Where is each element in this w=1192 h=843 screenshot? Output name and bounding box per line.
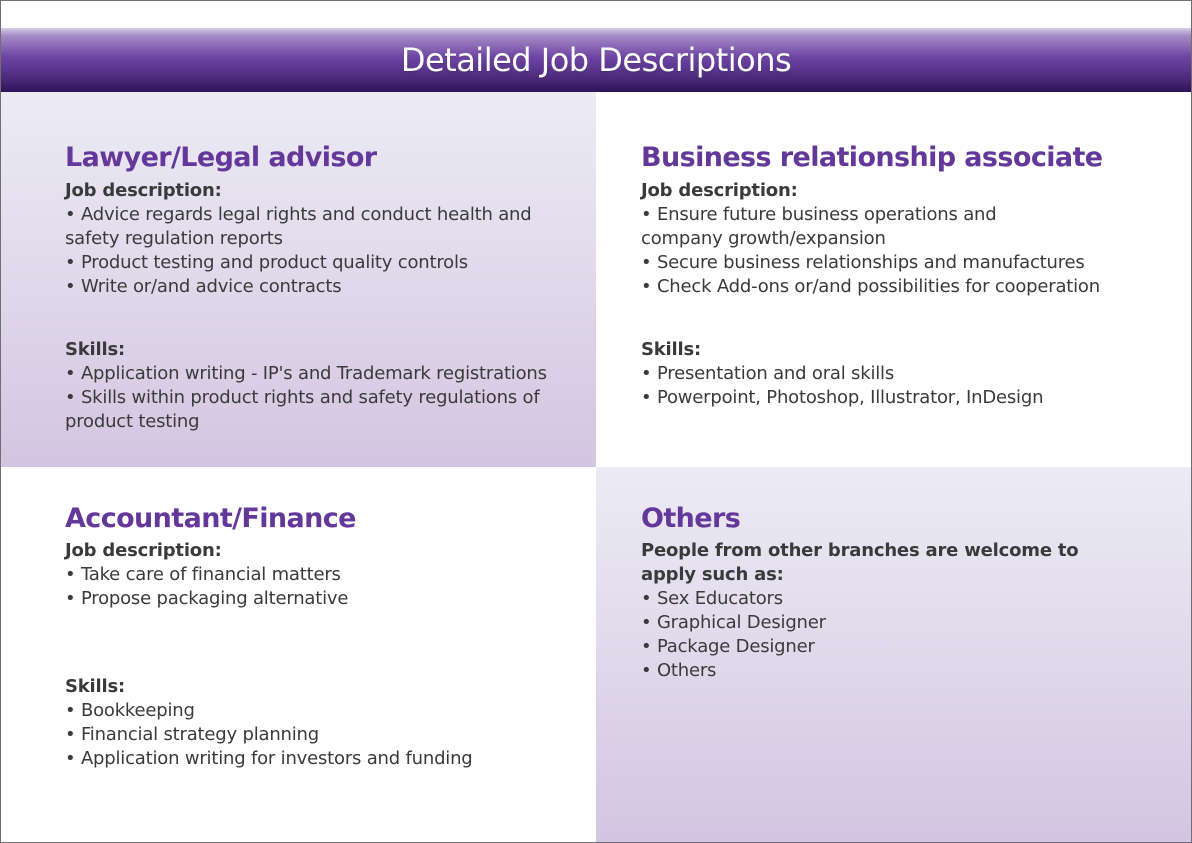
skills-label: Skills:	[65, 339, 125, 360]
list-item: • Ensure future business operations and	[641, 204, 997, 225]
section-accountant	[1, 467, 596, 842]
others-block	[641, 539, 1171, 683]
skills-block	[65, 675, 565, 771]
list-item: • Presentation and oral skills	[641, 363, 895, 384]
list-item: • Advice regards legal rights and conduct health and safety regulation reports	[65, 204, 532, 249]
section-others	[596, 467, 1191, 842]
others-intro-line: People from other branches are welcome to	[641, 540, 1079, 561]
job-description-block	[641, 179, 1171, 299]
others-intro-line: apply such as:	[641, 564, 784, 585]
list-item: • Application writing for investors and funding	[65, 748, 473, 769]
section-title: Lawyer/Legal advisor	[65, 142, 377, 173]
page-header	[1, 28, 1191, 92]
job-description-label: Job description:	[65, 540, 222, 561]
skills-block	[65, 338, 565, 434]
job-description-block	[65, 179, 565, 299]
section-title: Business relationship associate	[641, 142, 1103, 173]
section-business	[596, 92, 1191, 467]
list-item: • Application writing - IP's and Trademark registrations	[65, 363, 547, 384]
list-item: • Powerpoint, Photoshop, Illustrator, InDesign	[641, 387, 1044, 408]
list-item: company growth/expansion	[641, 228, 886, 249]
list-item: • Write or/and advice contracts	[65, 276, 342, 297]
skills-label: Skills:	[65, 676, 125, 697]
list-item: • Bookkeeping	[65, 700, 195, 721]
list-item: • Graphical Designer	[641, 612, 826, 633]
section-title: Others	[641, 503, 741, 534]
list-item: • Secure business relationships and manufactures	[641, 252, 1085, 273]
job-description-block	[65, 539, 565, 611]
list-item: • Skills within product rights and safety regulations of product testing	[65, 387, 540, 432]
job-description-label: Job description:	[65, 180, 222, 201]
skills-block	[641, 338, 1171, 410]
list-item: • Product testing and product quality controls	[65, 252, 468, 273]
list-item: • Package Designer	[641, 636, 815, 657]
list-item: • Others	[641, 660, 717, 681]
section-lawyer	[1, 92, 596, 467]
list-item: • Check Add-ons or/and possibilities for cooperation	[641, 276, 1100, 297]
section-title: Accountant/Finance	[65, 503, 356, 534]
list-item: • Financial strategy planning	[65, 724, 319, 745]
list-item: • Sex Educators	[641, 588, 783, 609]
job-description-label: Job description:	[641, 180, 798, 201]
page-title: Detailed Job Descriptions	[400, 41, 792, 79]
list-item: • Take care of financial matters	[65, 564, 341, 585]
list-item: • Propose packaging alternative	[65, 588, 349, 609]
skills-label: Skills:	[641, 339, 701, 360]
